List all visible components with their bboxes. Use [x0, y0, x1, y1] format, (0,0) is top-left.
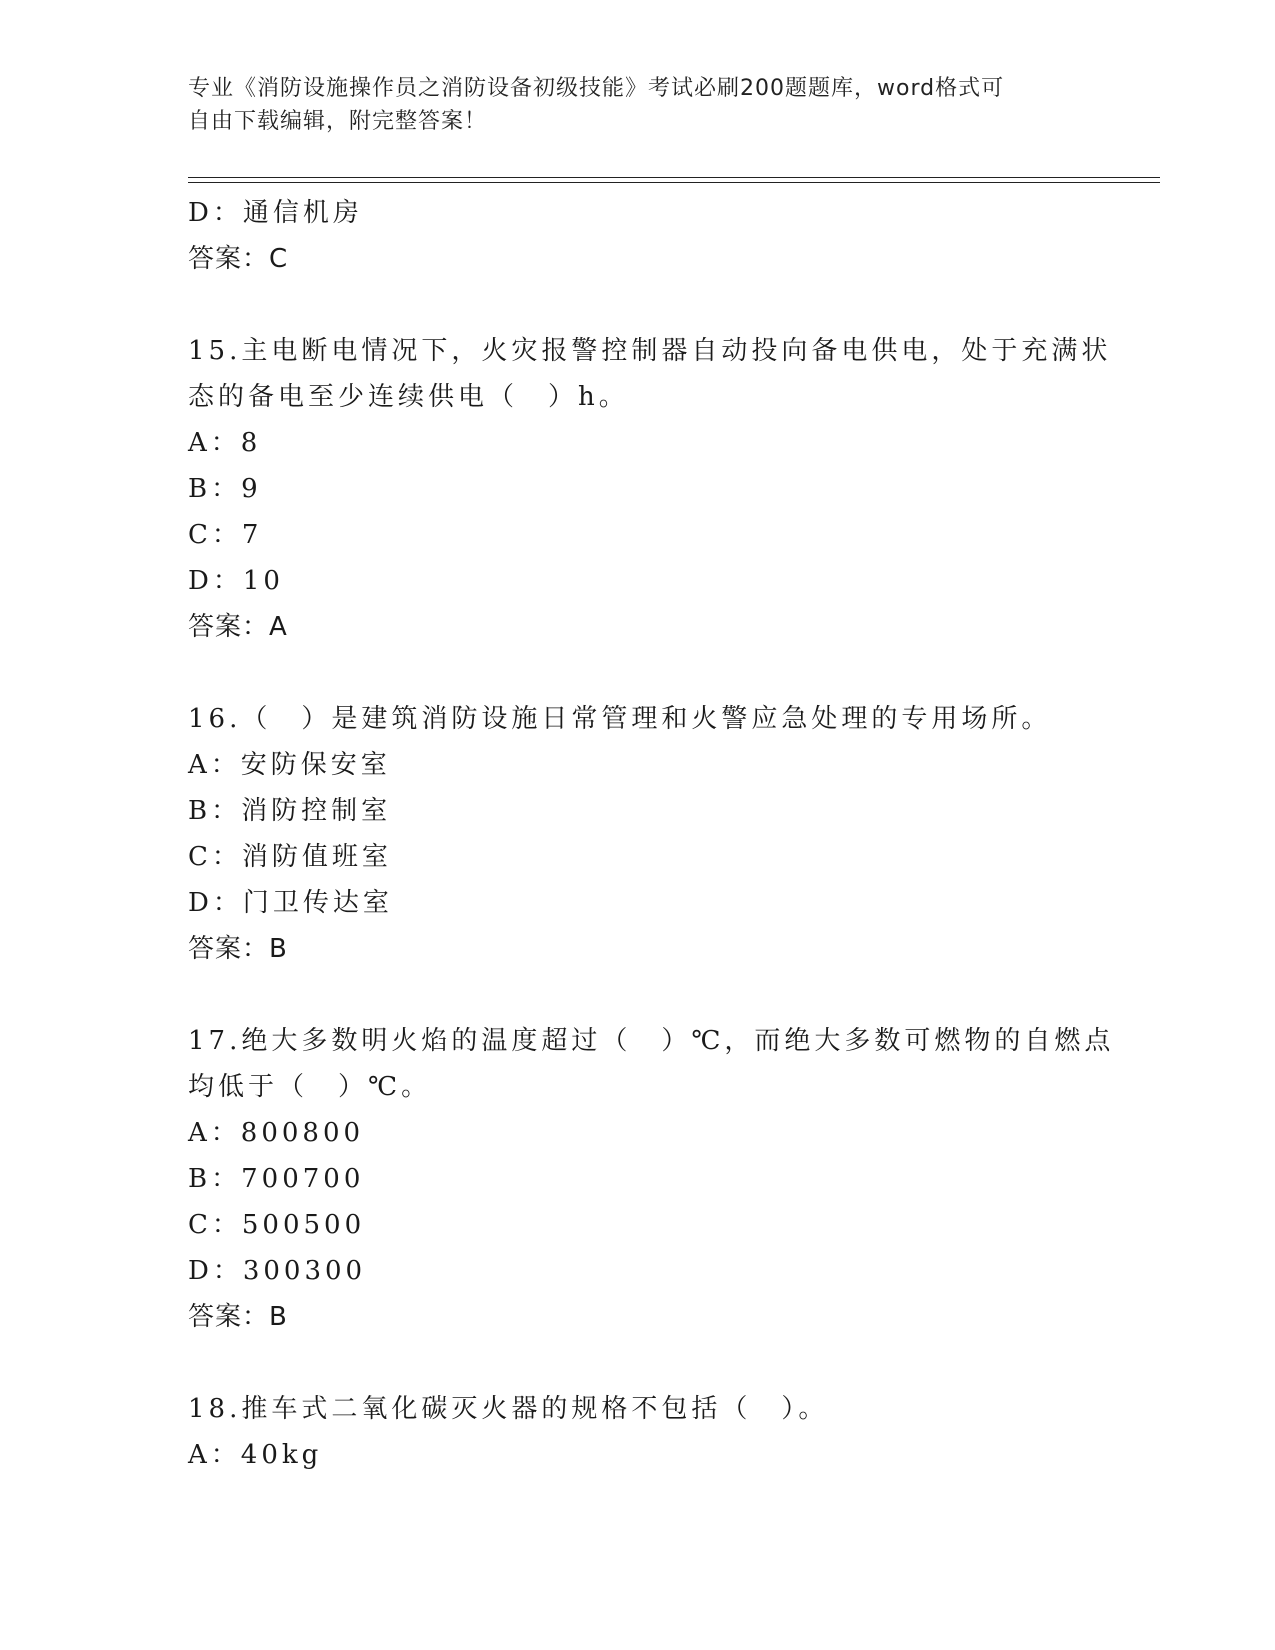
option-d: D：300300 — [188, 1256, 367, 1286]
answer-line: 答案：B — [188, 1302, 288, 1332]
question-18 — [188, 1386, 1088, 1478]
spacer — [188, 282, 1088, 328]
option-c: C：7 — [188, 520, 263, 550]
option-d: D：10 — [188, 566, 284, 596]
option-d: D：门卫传达室 — [188, 888, 393, 918]
header-line-1: 专业《消防设施操作员之消防设备初级技能》考试必刷200题题库，word格式可 — [188, 76, 1005, 101]
question-list — [188, 190, 1115, 1478]
option-b: B：700700 — [188, 1164, 365, 1194]
option-a: A：安防保安室 — [188, 750, 391, 780]
option-d: D：通信机房 — [188, 198, 363, 228]
question-stem-line-1: 15.主电断电情况下，火灾报警控制器自动投向备电供电，处于充满状 — [188, 336, 1112, 366]
question-stem-line-2: 态的备电至少连续供电（ ）h。 — [188, 382, 629, 412]
option-b: B：9 — [188, 474, 262, 504]
question-stem-line-2: 均低于（ ）℃。 — [188, 1072, 432, 1102]
question-stem-line-1: 16.（ ）是建筑消防设施日常管理和火警应急处理的专用场所。 — [188, 704, 1052, 734]
answer-line: 答案：C — [188, 244, 289, 274]
question-15 — [188, 328, 1112, 650]
document-header — [188, 72, 1088, 138]
spacer — [188, 650, 1088, 696]
spacer — [188, 972, 1088, 1018]
option-b: B：消防控制室 — [188, 796, 392, 826]
question-16 — [188, 696, 1088, 972]
question-17 — [188, 1018, 1115, 1340]
header-divider-top — [188, 177, 1160, 178]
answer-line: 答案：A — [188, 612, 288, 642]
option-c: C：消防值班室 — [188, 842, 392, 872]
option-a: A：800800 — [188, 1118, 365, 1148]
question-stem-line-1: 18.推车式二氧化碳灭火器的规格不包括（ ）。 — [188, 1394, 829, 1424]
option-c: C：500500 — [188, 1210, 366, 1240]
option-a: A：40kg — [188, 1440, 323, 1470]
option-a: A：8 — [188, 428, 262, 458]
answer-line: 答案：B — [188, 934, 288, 964]
question-stem-line-1: 17.绝大多数明火焰的温度超过（ ）℃，而绝大多数可燃物的自燃点 — [188, 1026, 1115, 1056]
header-divider-bottom — [188, 182, 1160, 183]
header-line-2: 自由下载编辑，附完整答案！ — [188, 109, 488, 134]
spacer — [188, 1340, 1088, 1386]
